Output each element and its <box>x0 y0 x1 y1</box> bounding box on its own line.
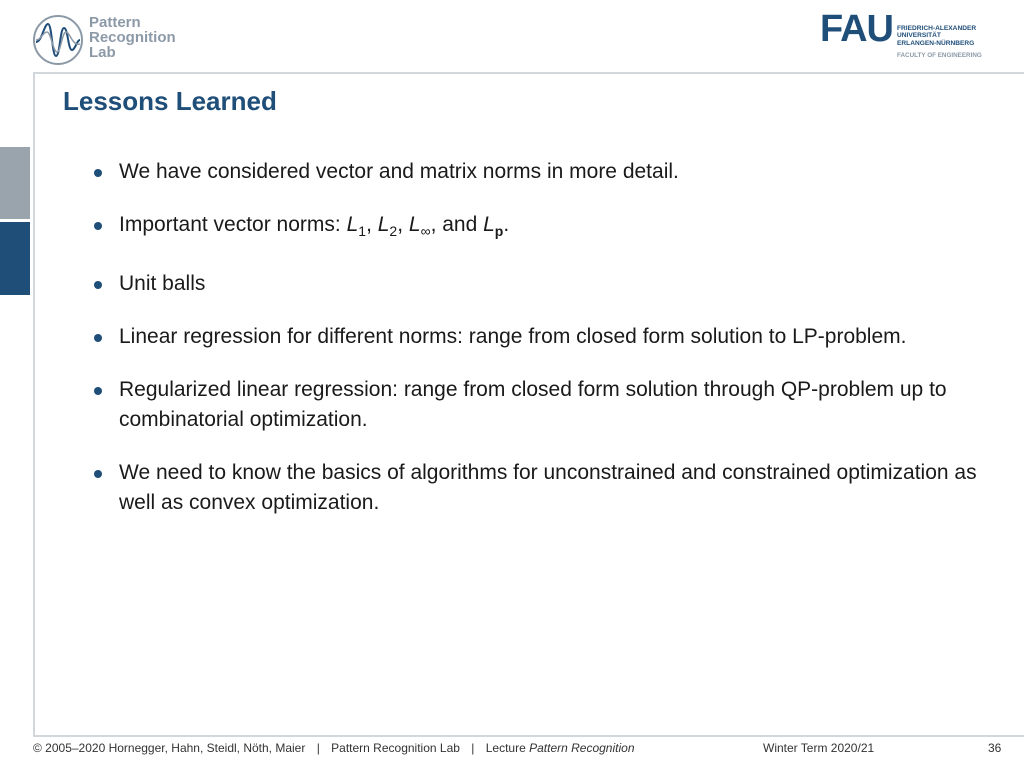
footer-copyright: © 2005–2020 Hornegger, Hahn, Steidl, Nöth, Maier <box>33 741 306 755</box>
bullet-icon <box>94 169 102 177</box>
fau-logo-university-name <box>897 25 976 47</box>
list-item <box>92 269 1002 299</box>
norm-l2-symbol: $L_2$ <box>377 213 398 240</box>
list-item <box>92 157 1002 187</box>
footer-term: Winter Term 2020/21 <box>763 741 875 755</box>
bullet-text: Linear regression for different norms: range from closed form solution to LP-problem. <box>119 325 907 349</box>
slide-title: Lessons Learned <box>63 86 277 116</box>
footer-lecture-name: Pattern Recognition <box>529 741 635 755</box>
bullet-icon <box>94 334 102 342</box>
fau-name-line1: FRIEDRICH-ALEXANDER <box>897 25 977 32</box>
slide-header <box>0 0 1024 72</box>
bullet-text: We need to know the basics of algorithms for unconstrained and constrained optimization as well as convex optimization. <box>119 461 977 515</box>
bullet-text: Unit balls <box>119 272 206 296</box>
list-item <box>92 458 1002 518</box>
page-number: 36 <box>988 741 1002 755</box>
list-item <box>92 322 1002 352</box>
bullet-icon <box>94 387 102 395</box>
norm-lp-symbol: $L_p$ <box>483 213 504 240</box>
norm-linf-symbol: $L_\infty$ <box>408 213 431 240</box>
lab-logo-line2: Recognition <box>89 29 176 46</box>
footer-lab: Pattern Recognition Lab <box>331 741 460 755</box>
bullet-list <box>92 157 1002 541</box>
bullet-icon <box>94 222 102 230</box>
side-section-marker-blue <box>0 222 30 295</box>
list-item-norms: Important vector norms: $L_1$, $L_2$, $L_\infty$, and $L_p$. <box>92 210 1002 246</box>
footer-separator: | <box>316 741 320 755</box>
lab-logo-text <box>89 15 176 60</box>
side-section-marker-gray <box>0 147 30 219</box>
lab-logo-line1: Pattern <box>89 14 141 31</box>
fau-name-line2: UNIVERSITÄT <box>897 32 941 40</box>
footer-credits <box>33 741 635 755</box>
bullet-icon <box>94 470 102 478</box>
fau-logo-letters: FAU <box>820 8 893 50</box>
bullet-text: We have considered vector and matrix norms in more detail. <box>119 160 679 183</box>
fau-faculty: FACULTY OF ENGINEERING <box>897 52 982 59</box>
fau-name-line3: ERLANGEN-NÜRNBERG <box>897 39 975 47</box>
footer-separator: | <box>471 741 475 755</box>
norms-prefix: Important vector norms: <box>119 213 347 236</box>
list-item <box>92 375 1002 435</box>
footer-lecture-prefix: Lecture <box>485 741 530 755</box>
norm-l1-symbol: $L_1$ <box>346 213 367 240</box>
bullet-text: Regularized linear regression: range from closed form solution through QP-problem up to combinatorial optimization. <box>119 378 947 432</box>
lab-logo-line3: Lab <box>89 44 116 61</box>
bullet-icon <box>94 281 102 289</box>
